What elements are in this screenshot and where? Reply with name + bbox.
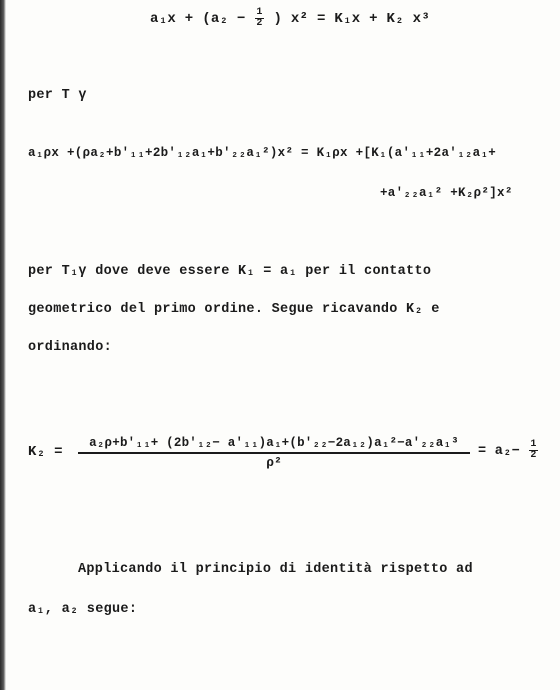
k2-rhs-fraction xyxy=(529,440,537,461)
page-edge-shadow xyxy=(0,0,6,690)
eq1-fraction xyxy=(255,8,263,29)
k2-rhs xyxy=(478,440,539,461)
eq1-frac-den: 2 xyxy=(256,18,263,29)
k2-rhs-frac-den: 2 xyxy=(530,450,537,461)
k2-rhs-text: = a₂− xyxy=(478,444,521,460)
equation-2-line-1: a₁ρx +(ρa₂+b'₁₁+2b'₁₂a₁+b'₂₂a₁²)x² = K₁ρx +[K₁(a'₁₁+2a'₁₂a₁+ xyxy=(28,146,497,160)
eq1-rest: ) x² = K₁x + K₂ x³ xyxy=(273,11,431,28)
k2-numerator: a₂ρ+b'₁₁+ (2b'₁₂− a'₁₁)a₁+(b'₂₂−2a₁₂)a₁²−a'₂₂a₁³ xyxy=(89,436,459,450)
eq1-lhs: a₁x + (a₂ − xyxy=(150,11,246,28)
k2-fraction xyxy=(78,436,470,470)
k2-lhs: K₂ = xyxy=(28,444,63,460)
equation-1 xyxy=(150,8,430,29)
k2-rhs-frac-num: 1 xyxy=(530,439,537,450)
paragraph-1-line-2: geometrico del primo ordine. Segue ricavando K₂ e xyxy=(28,302,440,317)
paragraph-2-line-1: Applicando il principio di identità rispetto ad xyxy=(78,562,473,577)
paragraph-1-line-3: ordinando: xyxy=(28,340,113,355)
equation-2-line-2: +a'₂₂a₁² +K₂ρ²]x² xyxy=(380,186,513,200)
paragraph-2-line-2: a₁, a₂ segue: xyxy=(28,602,138,617)
per-t-label: per T γ xyxy=(28,88,87,103)
k2-fraction-bar xyxy=(78,452,470,454)
paragraph-1-line-1: per T₁γ dove deve essere K₁ = a₁ per il contatto xyxy=(28,264,432,279)
eq1-frac-num: 1 xyxy=(256,7,263,18)
k2-denominator: ρ² xyxy=(266,454,282,470)
